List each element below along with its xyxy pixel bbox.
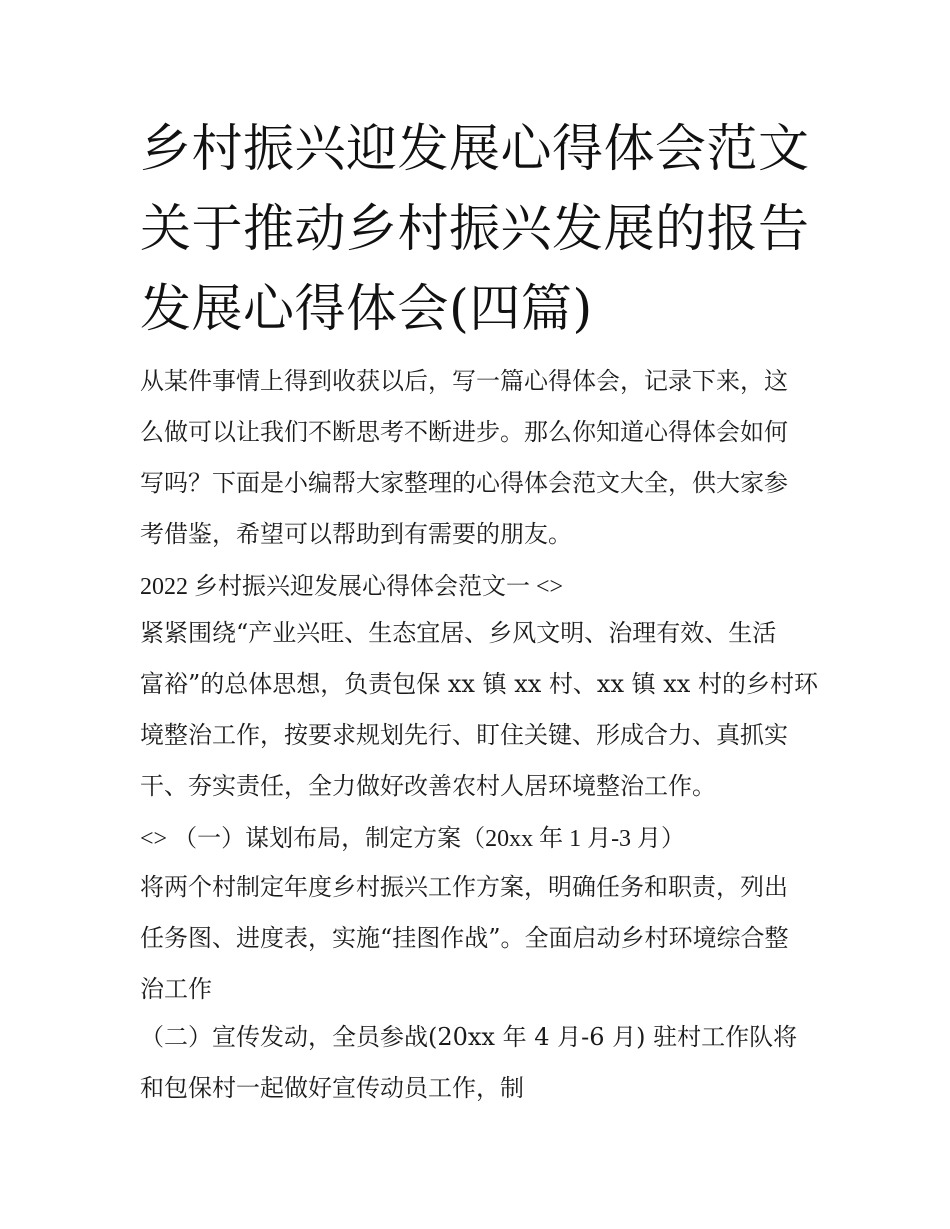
- body-paragraph: [140, 1012, 812, 1114]
- paragraph-line: 干、夯实责任，全力做好改善农村人居环境整治工作。: [140, 772, 716, 800]
- paragraph-line: 任务图、进度表，实施“挂图作战”。全面启动乡村环境综合整: [140, 924, 789, 952]
- paragraph-line: 境整治工作，按要求规划先行、盯住关键、形成合力、真抓实: [140, 721, 788, 749]
- title-line-2: 关于推动乡村振兴发展的报告: [140, 200, 810, 259]
- paragraph-line: 写吗？下面是小编帮大家整理的心得体会范文大全，供大家参: [140, 469, 788, 497]
- title-line-1: 乡村振兴迎发展心得体会范文: [140, 120, 810, 179]
- intro-paragraph: [140, 356, 812, 560]
- paragraph-line: 和包保村一起做好宣传动员工作，制: [140, 1074, 524, 1102]
- paragraph-line: 考借鉴，希望可以帮助到有需要的朋友。: [140, 520, 572, 548]
- body-paragraph: [140, 862, 812, 1015]
- title-line-3: 发展心得体会(四篇): [140, 280, 593, 339]
- document-title: [140, 110, 840, 350]
- paragraph-line: 治工作: [140, 975, 212, 1003]
- paragraph-line: 么做可以让我们不断思考不断进步。那么你知道心得体会如何: [140, 418, 788, 446]
- body-paragraph: [140, 608, 818, 812]
- subsection-heading: [140, 814, 812, 865]
- section-heading: [140, 562, 812, 613]
- paragraph-line: 紧紧围绕“产业兴旺、生态宜居、乡风文明、治理有效、生活: [140, 619, 777, 647]
- section-heading-text: 2022 乡村振兴迎发展心得体会范文一 <>: [140, 574, 564, 600]
- paragraph-line: 从某件事情上得到收获以后，写一篇心得体会，记录下来，这: [140, 367, 788, 395]
- subsection-heading-text: <> （一）谋划布局，制定方案（20xx 年 1 月-3 月）: [140, 826, 686, 852]
- paragraph-line: （二）宣传发动，全员参战(20xx 年 4 月-6 月) 驻村工作队将: [140, 1023, 798, 1051]
- paragraph-line: 将两个村制定年度乡村振兴工作方案，明确任务和职责，列出: [140, 873, 788, 901]
- paragraph-line: 富裕”的总体思想，负责包保 xx 镇 xx 村、xx 镇 xx 村的乡村环: [140, 670, 818, 698]
